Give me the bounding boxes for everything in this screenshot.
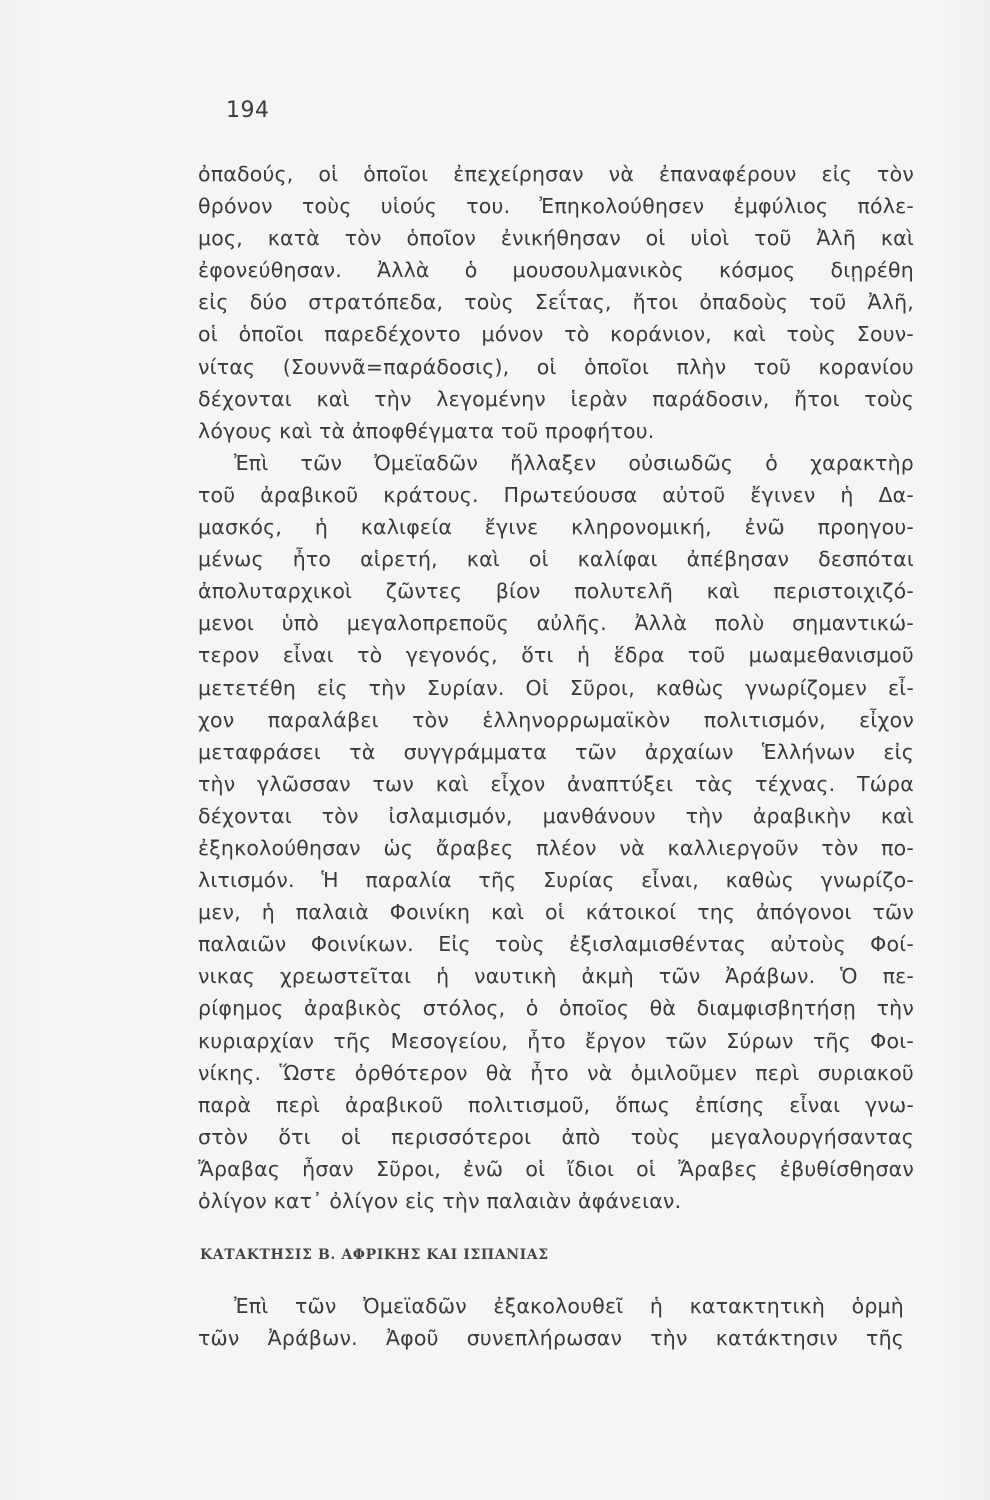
text-line: Ἐπὶ τῶν Ὀμεϊαδῶν ἐξακολουθεῖ ἡ κατακτητικὴ ὁρμὴ bbox=[234, 1294, 904, 1318]
text-line: νίκης. Ὥστε ὀρθότερον θὰ ἦτο νὰ ὁμιλοῦμεν περὶ συριακοῦ bbox=[198, 1060, 914, 1085]
text-line: νικας χρεωστεῖται ἡ ναυτικὴ ἀκμὴ τῶν Ἀράβων. Ὁ πε- bbox=[198, 964, 914, 989]
text-line: στὸν ὅτι οἱ περισσότεροι ἀπὸ τοὺς μεγαλουργήσαντας bbox=[198, 1124, 914, 1149]
text-line: παρὰ περὶ ἀραβικοῦ πολιτισμοῦ, ὅπως ἐπίσης εἶναι γνω- bbox=[198, 1092, 914, 1117]
text-line: εἰς δύο στρατόπεδα, τοὺς Σεΐτας, ἤτοι ὀπαδοὺς τοῦ Ἀλῆ, bbox=[198, 290, 914, 315]
text-line: ἐξηκολούθησαν ὡς ἄραβες πλέον νὰ καλλιεργοῦν τὸν πο- bbox=[198, 835, 914, 860]
text-line: ὀπαδούς, οἱ ὁποῖοι ἐπεχείρησαν νὰ ἐπαναφέρουν εἰς τὸν bbox=[198, 162, 914, 186]
text-line: οἱ ὁποῖοι παρεδέχοντο μόνον τὸ κοράνιον, καὶ τοὺς Σουν- bbox=[198, 322, 914, 347]
text-line: ρίφημος ἀραβικὸς στόλος, ὁ ὁποῖος θὰ διαμφισβητήσῃ τὴν bbox=[198, 996, 914, 1021]
text-line: κυριαρχίαν τῆς Μεσογείου, ἦτο ἔργον τῶν Σύρων τῆς Φοι- bbox=[198, 1028, 914, 1053]
text-line: τὴν γλῶσσαν των καὶ εἶχον ἀναπτύξει τὰς τέχνας. Τώρα bbox=[198, 771, 914, 796]
text-line: δέχονται τὸν ἰσλαμισμόν, μανθάνουν τὴν ἀραβικὴν καὶ bbox=[198, 803, 914, 828]
body-text bbox=[198, 158, 914, 1217]
text-line: ἀπολυταρχικοὶ ζῶντες βίον πολυτελῆ καὶ περιστοιχιζό- bbox=[198, 579, 914, 604]
text-line: μενοι ὑπὸ μεγαλοπρεποῦς αὐλῆς. Ἀλλὰ πολὺ σημαντικώ- bbox=[198, 611, 914, 636]
text-line: Ἐπὶ τῶν Ὀμεϊαδῶν ἤλλαξεν οὐσιωδῶς ὁ χαρακτὴρ bbox=[234, 450, 914, 475]
text-line: θρόνον τοὺς υἱούς του. Ἐπηκολούθησεν ἐμφύλιος πόλε- bbox=[198, 194, 914, 219]
text-line: μασκός, ἡ καλιφεία ἔγινε κληρονομική, ἐνῶ προηγου- bbox=[198, 515, 914, 540]
text-line: τῶν Ἀράβων. Ἀφοῦ συνεπλήρωσαν τὴν κατάκτησιν τῆς bbox=[198, 1326, 904, 1351]
section-text bbox=[198, 1290, 904, 1354]
text-line: μεταφράσει τὰ συγγράμματα τῶν ἀρχαίων Ἑλλήνων εἰς bbox=[198, 739, 914, 764]
text-line: τοῦ ἀραβικοῦ κράτους. Πρωτεύουσα αὐτοῦ ἔγινεν ἡ Δα- bbox=[198, 482, 914, 507]
text-line: ὀλίγον κατ᾽ ὀλίγον εἰς τὴν παλαιὰν ἀφάνειαν. bbox=[198, 1189, 682, 1213]
text-line: ἐφονεύθησαν. Ἀλλὰ ὁ μουσουλμανικὸς κόσμος διῃρέθη bbox=[198, 258, 914, 283]
text-line: παλαιῶν Φοινίκων. Εἰς τοὺς ἐξισλαμισθέντας αὐτοὺς Φοί- bbox=[198, 932, 914, 957]
text-line: μένως ἦτο αἱρετή, καὶ οἱ καλίφαι ἀπέβησαν δεσπόται bbox=[198, 547, 914, 572]
text-line: χον παραλάβει τὸν ἑλληνορρωμαϊκὸν πολιτισμόν, εἶχον bbox=[198, 707, 914, 732]
text-line: Ἄραβας ἦσαν Σῦροι, ἐνῶ οἱ ἴδιοι οἱ Ἄραβες ἐβυθίσθησαν bbox=[198, 1156, 914, 1181]
text-line: λιτισμόν. Ἡ παραλία τῆς Συρίας εἶναι, καθὼς γνωρίζο- bbox=[198, 868, 914, 893]
text-line: νίτας (Σουννᾶ=παράδοσις), οἱ ὁποῖοι πλὴν τοῦ κορανίου bbox=[198, 354, 914, 379]
text-line: μεν, ἡ παλαιὰ Φοινίκη καὶ οἱ κάτοικοί της ἀπόγονοι τῶν bbox=[198, 900, 914, 925]
section-heading: ΚΑΤΑΚΤΗΣΙΣ Β. ΑΦΡΙΚΗΣ ΚΑΙ ΙΣΠΑΝΙΑΣ bbox=[200, 1247, 549, 1263]
text-line: μος, κατὰ τὸν ὁποῖον ἐνικήθησαν οἱ υἱοὶ τοῦ Ἀλῆ καὶ bbox=[198, 226, 914, 251]
text-line: μετετέθη εἰς τὴν Συρίαν. Οἱ Σῦροι, καθὼς γνωρίζομεν εἶ- bbox=[198, 675, 914, 700]
text-line: λόγους καὶ τὰ ἀποφθέγματα τοῦ προφήτου. bbox=[198, 418, 655, 443]
page-number: 194 bbox=[226, 98, 270, 123]
text-line: τερον εἶναι τὸ γεγονός, ὅτι ἡ ἕδρα τοῦ μωαμεθανισμοῦ bbox=[198, 643, 914, 668]
text-line: δέχονται καὶ τὴν λεγομένην ἱερὰν παράδοσιν, ἤτοι τοὺς bbox=[198, 386, 914, 411]
